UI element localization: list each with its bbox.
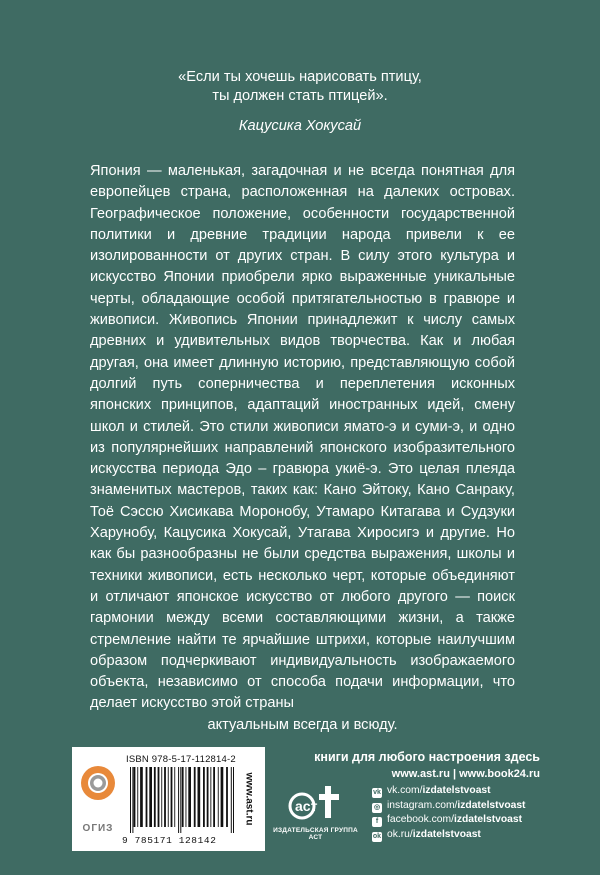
barcode-bar [164,767,166,827]
epigraph-line-2: ты должен стать птицей». [212,88,388,104]
social-prefix: vk.com/ [387,785,423,796]
annotation-paragraph: Япония — маленькая, загадочная и не всегда понятная для европейцев страна, расположенная на далеких островах. Географическое положение, особенности государственной политики и древние традиции народа привели к ее изолированности от других стран. В силу этого культура и искусство Японии приобрели ярко выраженные уникальные черты, обладающие особой притягательностью в гравюре и живописи. Живопись Японии принадлежит к числу самых древних и удивительных видов творчества. Как и любая другая, она имеет длинную историю, представляющую собой долгий путь соперничества и переплетения исконных японских принципов, адаптаций иностранных идей, смену школ и стилей. Это стили живописи ямато-э и суми-э, и одно из популярнейших направлений японского изобразительного искусства периода Эдо – гравюра укиё-э. Это целая плеяда знаменитых мастеров, таких как: Кано Эйтоку, Кано Санраку, Тоё Сэссю Хисикава Моронобу, Утамаро Китагава и Судзуки Харунобу, Кацусика Хокусай, Утагава Хиросигэ и другие. Но как бы разнообразны не были средства выражения, школы и техники живописи, есть несколько черт, которые объединяют и отличают японское искусство от любого другого — поиск гармонии между всеми составляющими жизни, а также стремление найти те ярчайшие штрихи, которые наилучшим образом подчеркивают индивидуальность изображаемого объекта, независимо от способа подачи информации, что делает искусство этой страны [90,163,515,712]
barcode-bar [182,767,184,827]
barcode-bar [178,767,179,833]
barcode-icon [126,767,241,833]
social-prefix: facebook.com/ [387,814,454,825]
barcode-digits: 9 785171 128142 [122,835,217,846]
ogiz-label: ОГИЗ [82,823,114,834]
barcode-bar [221,767,224,827]
isbn-text: ISBN 978-5-17-112814-2 [126,754,236,765]
social-links [372,784,552,842]
barcode-bar [154,767,156,827]
social-handle: izdatelstvoast [412,828,481,840]
epigraph-quote [60,68,540,106]
barcode-bar [146,767,148,827]
ast-logo-text: аст [295,798,318,814]
barcode-bar [130,767,131,833]
social-row-odnoklassniki[interactable] [372,828,552,843]
social-row-vk[interactable] [372,784,552,799]
barcode-bar [233,767,234,833]
epigraph-line-1: «Если ты хочешь нарисовать птицу, [178,69,422,85]
barcode-bar [207,767,209,827]
annotation-text [90,161,515,736]
ast-logo-icon [285,782,343,822]
barcode-bar [132,767,133,833]
annotation-last-line: актуальным всегда и всюду. [207,716,398,733]
barcode-panel [72,747,265,851]
instagram-icon: ◎ [373,803,381,811]
barcode-bar [174,767,175,827]
side-url: www.ast.ru [243,772,255,826]
social-handle: izdatelstvoast [422,785,491,796]
barcode-bar [203,767,205,827]
barcode-bar [213,767,215,827]
epigraph-author: Кацусика Хокусай [238,118,362,134]
social-row-facebook[interactable] [372,813,552,828]
facebook-icon: f [372,817,382,827]
barcode-bar [218,767,219,827]
ast-caption: ИЗДАТЕЛЬСКАЯ ГРУППА АСТ [273,827,358,841]
barcode-bar [149,767,152,827]
barcode-bar [188,767,191,827]
barcode-bar [137,767,138,827]
social-handle: izdatelstvoast [457,799,526,811]
barcode-bar [161,767,162,827]
social-prefix: instagram.com/ [387,799,458,811]
social-prefix: ok.ru/ [387,828,413,840]
barcode-bar [134,767,136,827]
odnoklassniki-icon: ok [372,832,382,840]
barcode-bar [226,767,228,827]
vk-icon: vk [373,789,381,796]
barcode-bar [231,767,232,833]
barcode-bar [140,767,143,827]
barcode-bar [158,767,160,827]
barcode-bar [168,767,169,827]
publisher-slogan: книги для любого настроения здесь [314,750,540,764]
social-row-instagram[interactable] [372,799,552,814]
barcode-bar [194,767,196,827]
barcode-bar [171,767,173,827]
barcode-bar [210,767,211,827]
publisher-sites[interactable]: www.ast.ru | www.book24.ru [391,768,540,780]
barcode-bar [180,767,181,833]
social-handle: izdatelstvoast [453,814,523,825]
barcode-bar [198,767,201,827]
barcode-bar [186,767,187,827]
